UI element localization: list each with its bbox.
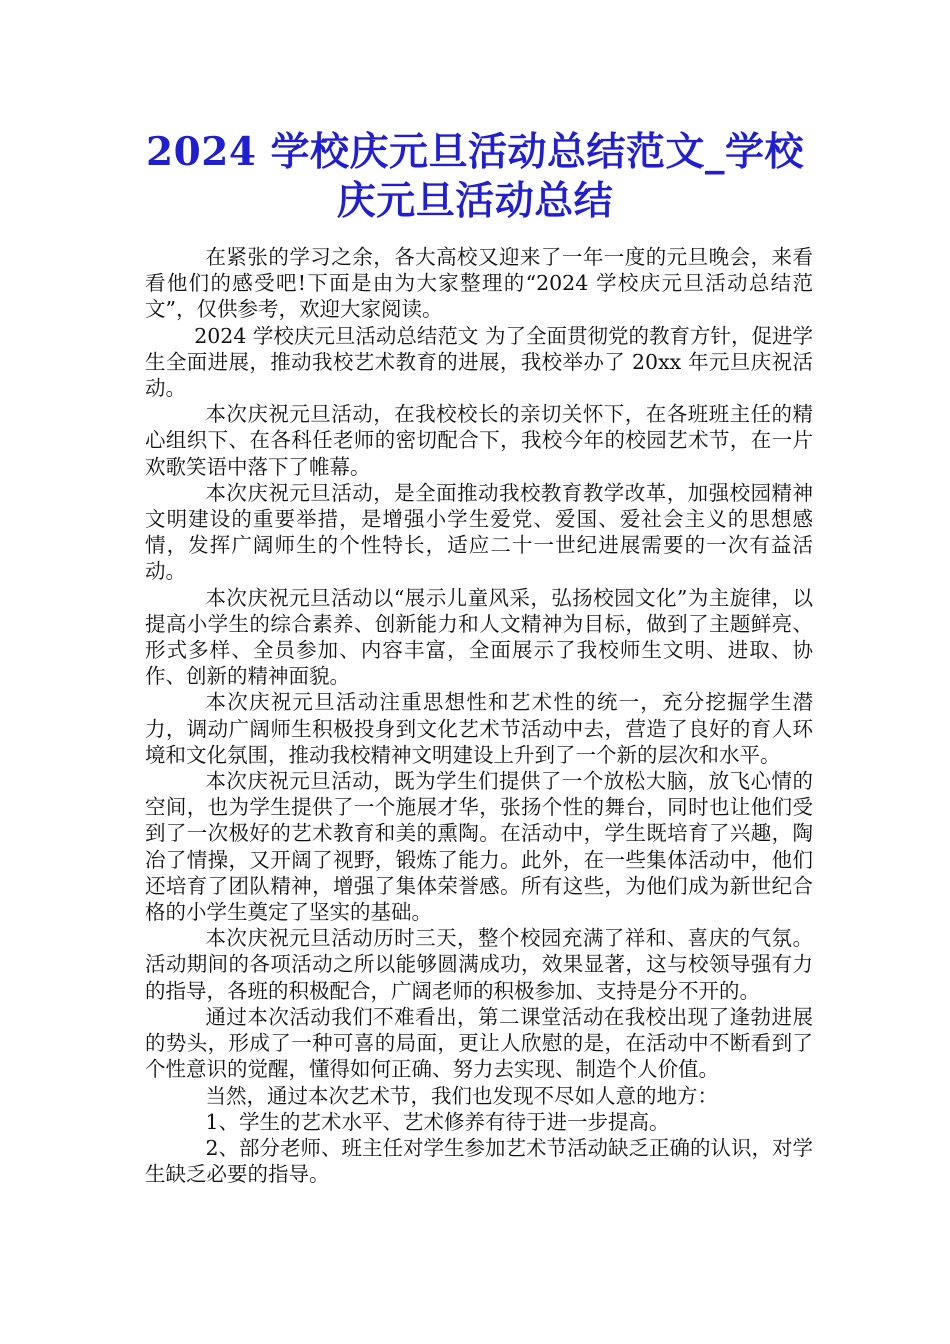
document-title: 2024 学校庆元旦活动总结范文_学校庆元旦活动总结: [145, 129, 805, 224]
paragraph-6: 本次庆祝元旦活动注重思想性和艺术性的统一，充分挖掘学生潜力，调动广阔师生积极投身到文化艺术节活动中去，营造了良好的育人环境和文化氛围，推动我校精神文明建设上升到了一个新的层次和水平。: [145, 690, 813, 767]
paragraph-3: 本次庆祝元旦活动，在我校校长的亲切关怀下，在各班班主任的精心组织下、在各科任老师的密切配合下，我校今年的校园艺术节，在一片欢歌笑语中落下了帷幕。: [145, 402, 813, 479]
paragraph-heading-intro: 2024 学校庆元旦活动总结范文 为了全面贯彻党的教育方针，促进学生全面进展，推动我校艺术教育的进展，我校举办了 20xx 年元旦庆祝活动。: [145, 323, 813, 401]
paragraph-4: 本次庆祝元旦活动，是全面推动我校教育教学改革，加强校园精神文明建设的重要举措，是增强小学生爱党、爱国、爱社会主义的思想感情，发挥广阔师生的个性特长，适应二十一世纪进展需要的一次有益活动。: [145, 480, 813, 584]
paragraph-5: 本次庆祝元旦活动以“展示儿童风采，弘扬校园文化”为主旋律，以提高小学生的综合素养、创新能力和人文精神为目标，做到了主题鲜亮、形式多样、全员参加、内容丰富，全面展示了我校师生文明、进取、协作、创新的精神面貌。: [145, 585, 813, 689]
document-body: [145, 244, 813, 1187]
list-item-2: 2、部分老师、班主任对学生参加艺术节活动缺乏正确的认识，对学生缺乏必要的指导。: [145, 1135, 814, 1187]
paragraph-7: 本次庆祝元旦活动，既为学生们提供了一个放松大脑，放飞心情的空间，也为学生提供了一个施展才华，张扬个性的舞台，同时也让他们受到了一次极好的艺术教育和美的熏陶。在活动中，学生既培育了兴趣，陶冶了情操，又开阔了视野，锻炼了能力。此外，在一些集体活动中，他们还培育了团队精神，增强了集体荣誉感。所有这些，为他们成为新世纪合格的小学生奠定了坚实的基础。: [145, 769, 813, 925]
paragraph-intro: 在紧张的学习之余，各大高校又迎来了一年一度的元旦晚会，来看看他们的感受吧!下面是由为大家整理的“2024 学校庆元旦活动总结范文”，仅供参考，欢迎大家阅读。: [145, 245, 813, 322]
list-item-1: 1、学生的艺术水平、艺术修养有待于进一步提高。: [205, 1109, 670, 1134]
paragraph-10: 当然，通过本次艺术节，我们也发现不尽如人意的地方：: [205, 1083, 718, 1108]
paragraph-8: 本次庆祝元旦活动历时三天，整个校园充满了祥和、喜庆的气氛。活动期间的各项活动之所以能够圆满成功，效果显著，这与校领导强有力的指导，各班的积极配合，广阔老师的积极参加、支持是分不开的。: [145, 926, 813, 1003]
paragraph-9: 通过本次活动我们不难看出，第二课堂活动在我校出现了逢勃进展的势头，形成了一种可喜的局面，更让人欣慰的是，在活动中不断看到了个性意识的觉醒，懂得如何正确、努力去实现、制造个人价值。: [145, 1004, 813, 1082]
